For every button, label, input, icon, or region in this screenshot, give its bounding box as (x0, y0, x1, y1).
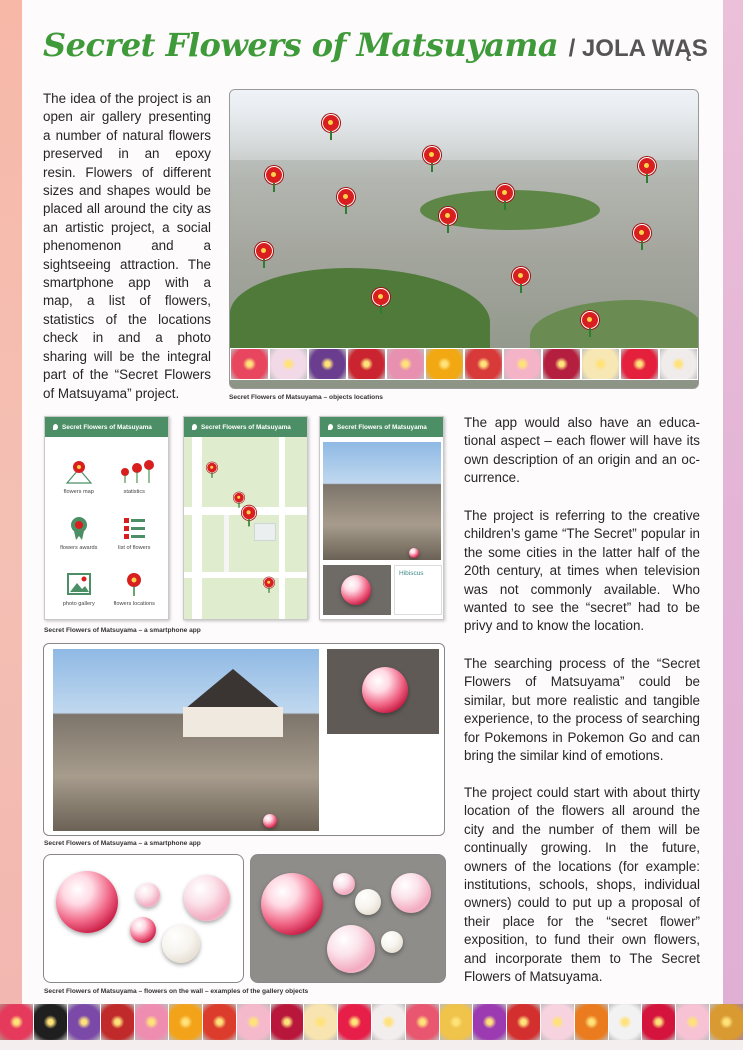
resin-flower (130, 917, 156, 943)
flower-location-pin[interactable] (242, 506, 256, 527)
flower-thumbnail (507, 1004, 540, 1040)
statistics-icon (119, 459, 149, 485)
resin-flower (333, 873, 355, 895)
flower-thumbnail (68, 1004, 101, 1040)
phone-screen-detail (319, 416, 444, 620)
stone-closeup-photo (327, 649, 439, 734)
flower-thumbnail (101, 1004, 134, 1040)
flower-thumbnail (465, 349, 502, 379)
wall-caption: Secret Flowers of Matsuyama – flowers on the wall – examples of the gallery objects (44, 988, 309, 995)
app-header-label: Secret Flowers of Matsuyama (337, 423, 427, 431)
flower-thumbnail (621, 349, 658, 379)
list-icon (119, 515, 149, 541)
flower-location-pin[interactable] (496, 184, 514, 210)
app-header-label: Secret Flowers of Matsuyama (62, 423, 152, 431)
flower-location-pin[interactable] (638, 157, 656, 183)
flower-thumbnail (372, 1004, 405, 1040)
flower-thumbnail (0, 1004, 33, 1040)
menu-flowers-awards[interactable] (51, 503, 107, 551)
flower-location-pin[interactable] (581, 311, 599, 337)
flower-thumbnail (348, 349, 385, 379)
pin-icon (53, 424, 58, 430)
flower-thumbnail (338, 1004, 371, 1040)
flower-location-pin[interactable] (322, 114, 340, 140)
resin-flower (162, 925, 200, 963)
pin-icon (192, 424, 197, 430)
author-name (569, 35, 708, 62)
menu-label: statistics (123, 489, 145, 495)
menu-label: flowers awards (60, 545, 98, 551)
project-title: Secret Flowers of Matsuyama (43, 26, 559, 64)
flower-thumbnail (135, 1004, 168, 1040)
menu-label: flowers map (63, 489, 94, 495)
flower-thumbnail (231, 349, 268, 379)
flower-thumbnail (406, 1004, 439, 1040)
flower-thumbnail (237, 1004, 270, 1040)
menu-label: list of flowers (118, 545, 151, 551)
menu-label: photo gallery (62, 601, 95, 607)
flower-thumbnail (387, 349, 424, 379)
flower-name: Hibiscus (399, 570, 424, 577)
flower-thumbnail (582, 349, 619, 379)
location-pin-icon (119, 571, 149, 597)
left-decorative-edge (0, 0, 22, 1050)
flower-location-pin[interactable] (337, 188, 355, 214)
app-header-bar (45, 417, 168, 437)
flower-location-pin[interactable] (439, 207, 457, 233)
map-caption: Secret Flowers of Matsuyama – objects locations (229, 394, 383, 401)
resin-flower (184, 875, 230, 921)
intro-paragraph: The idea of the project is an open air gallery presenting a number of natural flowers preserved in an epoxy resin. Flowers of different sizes and shapes would be placed all around the city as an artistic project, a social phenomenon and a sightseeing attraction. The smartphone app with a map, a list of flowers, statistics of the locations check in and a photo sharing will be the integral part of the “Secret Flowers of Matsuyama” project. (43, 91, 211, 401)
flower-thumbnail (271, 1004, 304, 1040)
page-title (43, 26, 708, 64)
castle-photo-frame (43, 643, 445, 836)
flower-location-pin[interactable] (207, 462, 218, 478)
flower-location-pin[interactable] (265, 166, 283, 192)
phone-screen-map (183, 416, 308, 620)
flower-thumbnail (541, 1004, 574, 1040)
menu-flowers-locations[interactable] (107, 559, 163, 607)
resin-flower (355, 889, 381, 915)
right-paragraph-4: The project could start with about thirty location of the flowers all around the city and the number of them will be continually growing. In the future, owners of the locations (for example: institutions, schools, shops, individual owners) could to put up a proposal of their place for the “secret flower” exposition, to fund their own flowers, and incorporate them to The Secret Flowers of Matsuyama. (464, 785, 700, 985)
castle-large-photo (53, 649, 319, 831)
resin-flower (381, 931, 403, 953)
flower-location-pin[interactable] (372, 288, 390, 314)
resin-flower (261, 873, 323, 935)
resin-flower (341, 575, 371, 605)
right-paragraph-1: The app would also have an educa-tional aspect – each flower will have its own description of an origin and an oc-currence. (464, 415, 700, 486)
flower-thumbnail (504, 349, 541, 379)
flower-thumbnail (426, 349, 463, 379)
flower-location-pin[interactable] (633, 224, 651, 250)
flower-thumbnail (710, 1004, 743, 1040)
flower-location-pin[interactable] (264, 577, 275, 593)
right-decorative-edge (723, 0, 743, 1050)
flower-thumbnail (473, 1004, 506, 1040)
flower-thumbnail (34, 1004, 67, 1040)
flower-thumbnail (304, 1004, 337, 1040)
resin-flower (327, 925, 375, 973)
flower-location-pin[interactable] (512, 267, 530, 293)
flower-thumbnail (203, 1004, 236, 1040)
flower-thumbnail (543, 349, 580, 379)
flower-thumbnail (676, 1004, 709, 1040)
menu-photo-gallery[interactable] (51, 559, 107, 607)
pin-icon (328, 424, 333, 430)
wall-stone-frame (250, 854, 446, 983)
phone-screen-menu (44, 416, 169, 620)
flower-thumbnail (609, 1004, 642, 1040)
award-icon (64, 515, 94, 541)
bottom-flower-strip (0, 1004, 743, 1040)
street-map[interactable] (184, 437, 308, 620)
flower-thumbnail (575, 1004, 608, 1040)
menu-label: flowers locations (113, 601, 155, 607)
app-header-bar (320, 417, 443, 437)
menu-statistics[interactable] (107, 447, 163, 495)
resin-flower (409, 548, 419, 558)
wall-white-frame (43, 854, 244, 983)
flower-thumbnail (270, 349, 307, 379)
resin-flower (362, 667, 408, 713)
gallery-icon (64, 571, 94, 597)
app-caption: Secret Flowers of Matsuyama – a smartphone app (44, 627, 201, 634)
title-separator: / (568, 35, 576, 62)
resin-flower (136, 883, 160, 907)
author-label: JOLA WĄS (581, 35, 708, 62)
app-header-bar (184, 417, 307, 437)
app-header-label: Secret Flowers of Matsuyama (201, 423, 291, 431)
bottom-band (0, 1040, 743, 1050)
flower-location-pin[interactable] (423, 146, 441, 172)
sky-haze (230, 90, 698, 160)
right-paragraph-2: The project is referring to the creative children’s game “The Secret” popular in the some cities in the latter half of the 20th century, at times when television was not commonly available. Who wanted to see the “secret” had to be privy and to know the location. (464, 508, 700, 634)
flower-thumbnail (440, 1004, 473, 1040)
right-paragraph-3: The searching process of the “Secret Flowers of Matsuyama” could be similar, but more realistic and tangible experience, to the process of searching for Pokemons in Pokemon Go and can bring the similar kind of emotions. (464, 656, 700, 764)
menu-list-of-flowers[interactable] (107, 503, 163, 551)
castle-photo[interactable] (323, 442, 441, 560)
aerial-map-photo (229, 89, 699, 389)
flower-thumbnail (309, 349, 346, 379)
flower-info-card (394, 565, 442, 615)
resin-flower (391, 873, 431, 913)
resin-flower (263, 814, 277, 828)
menu-flowers-map[interactable] (51, 447, 107, 495)
resin-flower (56, 871, 118, 933)
flower-closeup-photo[interactable] (323, 565, 391, 615)
app-caption-2: Secret Flowers of Matsuyama – a smartphone app (44, 840, 201, 847)
flower-location-pin[interactable] (255, 242, 273, 268)
flower-map-icon (64, 459, 94, 485)
flower-thumbnail (169, 1004, 202, 1040)
flower-thumbnail-strip (230, 348, 698, 380)
flower-thumbnail (660, 349, 697, 379)
flower-thumbnail (642, 1004, 675, 1040)
